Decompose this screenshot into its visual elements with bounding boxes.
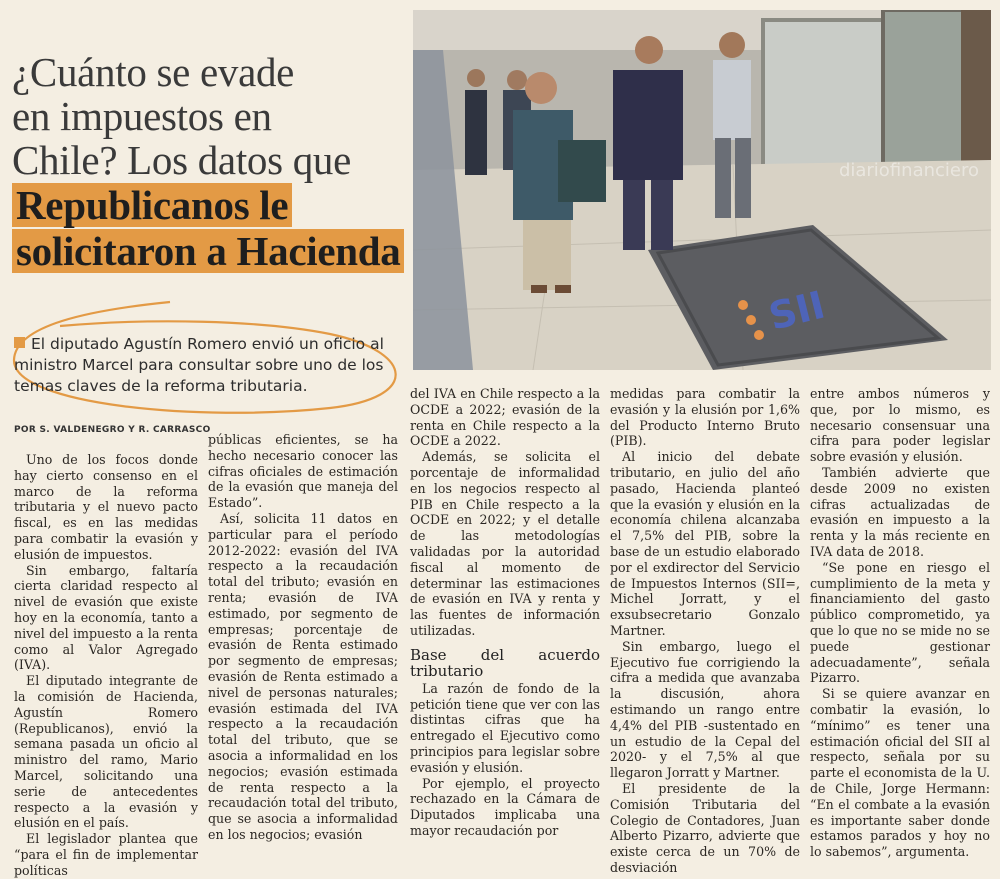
lead-paragraph: [14, 334, 409, 397]
lead-text: El diputado Agustín Romero envió un oficio al ministro Marcel para consultar sobre uno de los temas claves de la reforma tributaria.: [14, 335, 384, 395]
paragraph: Al inicio del debate tributario, en julio del año pasado, Hacienda planteó que la evasión y elusión en la economía chilena alcanzaba el 7,5% del PIB, sobre la base de un estudio elaborado por el exdirector del Servicio de Impuestos Internos (SII=, Michel Jorratt, y el exsubsecretario Gonzalo Martner.: [610, 449, 800, 638]
paragraph: públicas eficientes, se ha hecho necesario conocer las cifras oficiales de estimación de la evasión que maneja del Estado”.: [208, 432, 398, 511]
photo-watermark: diariofinanciero: [838, 160, 979, 181]
column-1: [14, 452, 198, 879]
column-5: [810, 386, 990, 860]
headline-bold-2: solicitaron a Hacienda: [12, 229, 404, 273]
paragraph: Así, solicita 11 datos en particular para el período 2012-2022: evasión del IVA respecto a la recaudación total del tributo; evasión en renta; evasión de IVA estimado, por segmento de empresas; porcentaje de evasión de Renta estimado por segmento de empresas; evasión de Renta estimado a nivel de personas naturales; evasión estimada del IVA respecto a la recaudación total del tributo, que se asocia a informalidad en los negocios; evasión estimada de renta respecto a la recaudación total del tributo, que se asocia a informalidad en los negocios; evasión: [208, 510, 398, 842]
paragraph: medidas para combatir la evasión y la elusión por 1,6% del Producto Interno Bruto (PIB).: [610, 386, 800, 449]
column-2: [208, 432, 398, 843]
paragraph: Uno de los focos donde hay cierto consenso en el marco de la reforma tributaria y el nuevo pacto fiscal, es en las medidas para combatir la evasión y elusión de impuestos.: [14, 452, 198, 562]
headline: [12, 50, 412, 274]
lead-bullet-icon: [14, 337, 25, 348]
paragraph: Por ejemplo, el proyecto rechazado en la Cámara de Diputados implicaba una mayor recaudación por: [410, 775, 600, 838]
paragraph: “Se pone en riesgo el cumplimiento de la meta y financiamiento del gasto público comprometido, ya que lo que no se mide no se puede gestionar adecuadamente”, señala Pizarro.: [810, 559, 990, 686]
paragraph: El diputado integrante de la comisión de Hacienda, Agustín Romero (Republicanos), envió la semana pasada un oficio al ministro del ramo, Mario Marcel, solicitando una serie de antecedentes respecto a la evasión y elusión en el país.: [14, 673, 198, 831]
paragraph: Si se quiere avanzar en combatir la evasión, lo “mínimo” es tener una estimación oficial del SII al respecto, señala por su parte el economista de la U. de Chile, Jorge Hermann: “En el combate a la evasión es importante saber donde estamos parados y hoy no lo sabemos”, argumenta.: [810, 686, 990, 860]
paragraph: La razón de fondo de la petición tiene que ver con las distintas cifras que ha entregado el Ejecutivo como principios para legislar sobre evasión y elusión.: [410, 680, 600, 775]
paragraph: entre ambos números y que, por lo mismo, es necesario consensuar una cifra para poder legislar sobre evasión y elusión.: [810, 386, 990, 465]
paragraph: También advierte que desde 2009 no existen cifras actualizadas de evasión en impuesto a la renta y la más reciente en IVA data de 2018.: [810, 464, 990, 559]
headline-line-3: Chile? Los datos que: [12, 137, 352, 183]
paragraph: Sin embargo, faltaría cierta claridad respecto al nivel de evasión que existe hoy en la economía, tanto a nivel del impuesto a la renta como al Valor Agregado (IVA).: [14, 562, 198, 673]
paragraph: Sin embargo, luego el Ejecutivo fue corrigiendo la cifra a medida que avanzaba la discusión, ahora estimando un rango entre 4,4% del PIB -sustentado en un estudio de la Cepal del 2020- y el 7,5% al que llegaron Jorratt y Martner.: [610, 638, 800, 781]
headline-bold-1: Republicanos le: [12, 183, 292, 227]
headline-line-2: en impuestos en: [12, 93, 272, 139]
paragraph: del IVA en Chile respecto a la OCDE a 2022; evasión de la renta en Chile respecto a la OCDE a 2022.: [410, 386, 600, 449]
column-4: [610, 386, 800, 876]
byline: POR S. VALDENEGRO Y R. CARRASCO: [14, 425, 211, 435]
paragraph: El legislador plantea que “para el fin de implementar políticas: [14, 831, 198, 878]
paragraph: Además, se solicita el porcentaje de informalidad en los negocios respecto al PIB en Chile respecto a la OCDE en 2022; y el detalle de las metodologías validadas por la autoridad fiscal al momento de determinar las estimaciones de evasión en IVA y renta y las fuentes de información utilizadas.: [410, 449, 600, 638]
column-3: [410, 386, 600, 839]
subheading: Base del acuerdo tributario: [410, 645, 600, 680]
article-photo: [413, 10, 991, 370]
mat-logo: SII: [764, 282, 830, 339]
paragraph: El presidente de la Comisión Tributaria del Colegio de Contadores, Juan Alberto Pizarro, advierte que existe cerca de un 70% de desviación: [610, 780, 800, 875]
headline-line-1: ¿Cuánto se evade: [12, 49, 295, 95]
